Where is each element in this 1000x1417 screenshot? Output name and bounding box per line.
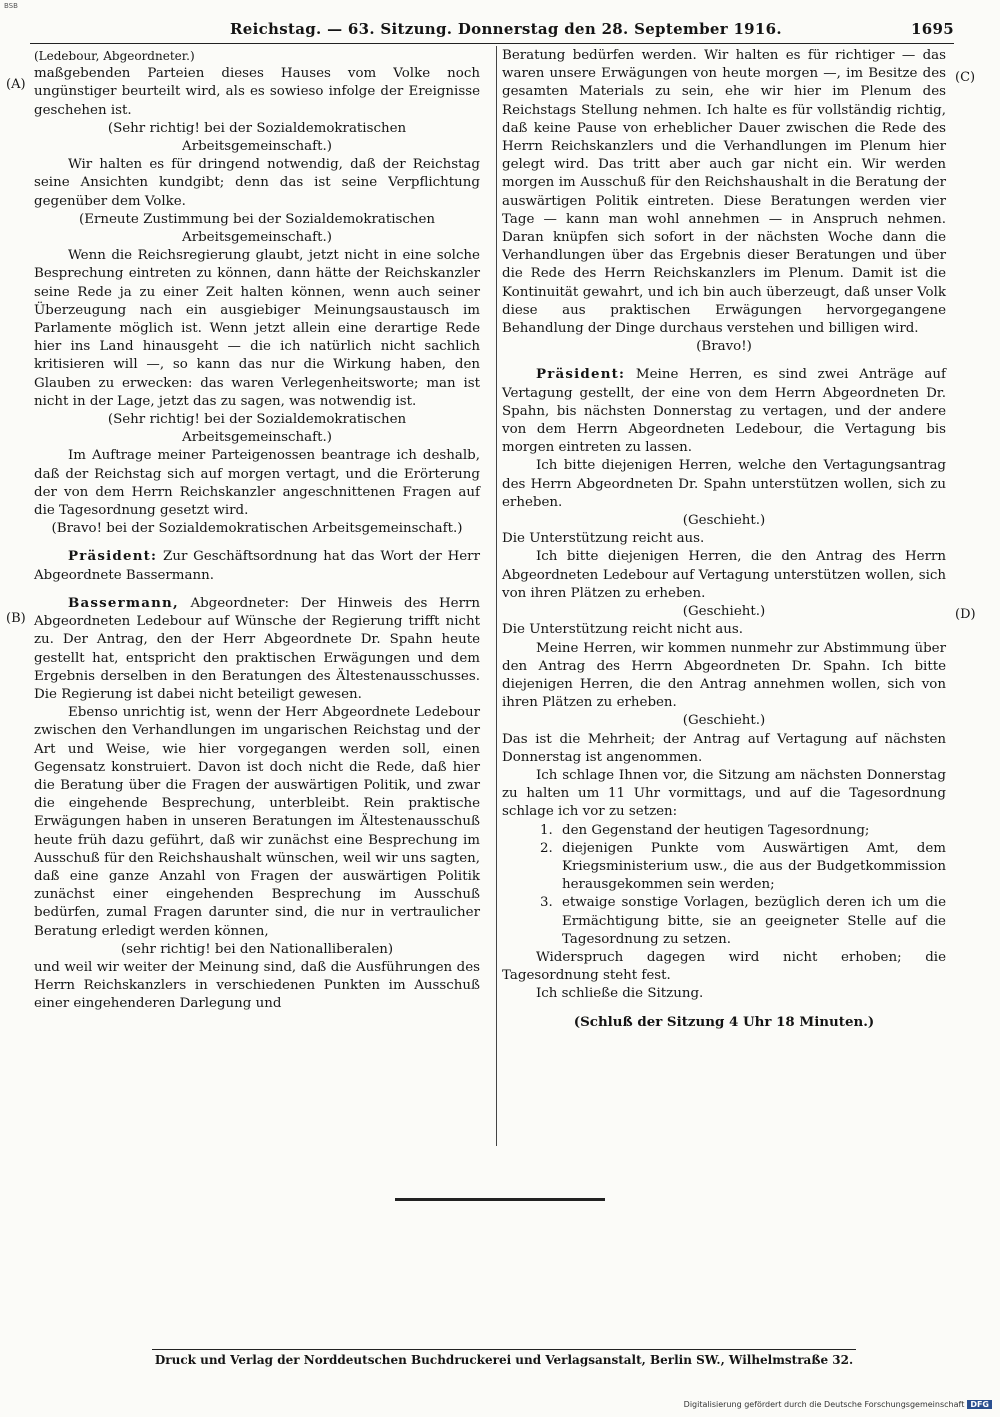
paragraph: Meine Herren, wir kommen nunmehr zur Abstimmung über den Antrag des Herrn Abgeordneten Dr. Spahn. Ich bitte diejenigen Herren, die den Antrag annehmen wollen, sich von ihren Plätzen zu erheben. xyxy=(502,640,946,711)
interjection: (Sehr richtig! bei der Sozialdemokratischen Arbeitsgemeinschaft.) xyxy=(107,412,407,446)
imprint: Druck und Verlag der Norddeutschen Buchdruckerei und Verlagsanstalt, Berlin SW., Wilhelmstraße 32. xyxy=(154,1353,854,1367)
interjection: (Erneute Zustimmung bei der Sozialdemokratischen Arbeitsgemeinschaft.) xyxy=(78,211,436,246)
interjection: (Sehr richtig! bei der Sozialdemokratischen Arbeitsgemeinschaft.) xyxy=(107,120,407,155)
right-column xyxy=(502,47,946,1031)
interjection: (Geschieht.) xyxy=(682,604,766,620)
paragraph: Widerspruch dagegen wird nicht erhoben; die Tagesordnung steht fest. xyxy=(502,949,946,984)
page-header xyxy=(30,20,954,42)
speaker-name: Präsident: xyxy=(536,366,626,383)
dfg-credit xyxy=(684,1400,992,1409)
agenda-item xyxy=(540,894,946,949)
margin-mark-c: (C) xyxy=(955,70,976,85)
paragraph: Wenn die Reichsregierung glaubt, jetzt nicht in eine solche Besprechung eintreten zu können, dann hätte der Reichskanzler seine Rede ja zu einer Zeit halten können, wenn auch seiner Überzeugung nach ein ausgiebiger Meinungsaustausch im Parlamente möglich ist. Wenn jetzt allein eine derartige Rede hier ins Land hinausgeht — die ich natürlich nicht sachlich kritisieren will —, so kann das nur die Wirkung haben, den Glauben zu erwecken: das waren Verlegenheitsworte; man ist nicht in der Lage, jetzt das zu sagen, was notwendig ist. xyxy=(34,248,480,409)
agenda-item-text: den Gegenstand der heutigen Tagesordnung; xyxy=(562,822,870,838)
paragraph: Ich bitte diejenigen Herren, die den Antrag des Herrn Abgeordneten Ledebour auf Vertagung unterstützen wollen, sich von ihren Plätzen zu erheben. xyxy=(502,549,946,601)
agenda-item-number: 1. xyxy=(540,822,553,838)
speech-text: Abgeordneter: Der Hinweis des Herrn Abgeordneten Ledebour auf Wünsche der Regierung trifft nicht zu. Der Antrag, den der Herr Abgeordnete Dr. Spahn heute gestellt hat, entspricht den praktischen Erwägungen und dem Ergebnis derselben in den Beratungen des Ältestenausschusses. Die Regierung ist dabei nicht beteiligt gewesen. xyxy=(34,595,480,702)
column-divider xyxy=(496,46,497,1146)
closing-note: (Schluß der Sitzung 4 Uhr 18 Minuten.) xyxy=(573,1013,875,1030)
paragraph: Ich bitte diejenigen Herren, welche den Vertagungsantrag des Herrn Abgeordneten Dr. Spahn unterstützen wollen, sich zu erheben. xyxy=(502,458,946,510)
interjection: (Geschieht.) xyxy=(682,713,766,729)
footer-rule xyxy=(152,1349,856,1350)
agenda-item-number: 2. xyxy=(540,840,553,856)
paragraph: und weil wir weiter der Meinung sind, daß die Ausführungen des Herrn Reichskanzlers in verschiedenen Punkten im Ausschuß einer eingehenderen Darlegung und xyxy=(34,959,480,1012)
paragraph: Beratung bedürfen werden. Wir halten es für richtiger — das waren unsere Erwägungen von heute morgen —, im Besitze des gesamten Materials zu sein, ehe wir hier im Plenum des Reichstags Stellung nehmen. Ich halte es für vollständig richtig, daß keine Pause von erheblicher Dauer zwischen die Rede des Herrn Reichskanzlers und die Verhandlungen im Plenum hier gelegt wird. Das tritt aber auch gar nicht ein. Wir werden morgen im Ausschuß für den Reichshaushalt in die Beratung der auswärtigen Politik eintreten. Diese Beratungen werden vier Tage — kann man wohl annehmen — in Anspruch nehmen. Daran knüpfen sich sofort in der nächsten Woche dann die Verhandlungen über das Ergebnis dieser Beratungen und über die Rede des Herrn Reichskanzlers im Plenum. Damit ist die Kontinuität gewahrt, und ich bin auch überzeugt, daß unser Volk diese aus praktischen Erwägungen hervorgegangene Behandlung der Dinge durchaus verstehen und billigen wird. xyxy=(502,48,946,337)
interjection: (Bravo! bei der Sozialdemokratischen Arbeitsgemeinschaft.) xyxy=(51,521,463,537)
end-rule xyxy=(395,1198,605,1201)
bsb-mark: BSB xyxy=(4,2,18,10)
agenda-item xyxy=(540,822,946,840)
speech-text: Zur Geschäftsordnung hat das Wort der Herr Abgeordnete Bassermann. xyxy=(34,549,480,583)
paragraph: maßgebenden Parteien dieses Hauses vom Volke noch ungünstiger beurteilt wird, als es sowieso infolge der Ereignisse geschehen ist. xyxy=(34,66,480,118)
page-number: 1695 xyxy=(911,20,954,38)
agenda-list xyxy=(502,822,946,949)
paragraph: Die Unterstützung reicht aus. xyxy=(502,531,705,547)
agenda-item-text: diejenigen Punkte vom Auswärtigen Amt, dem Kriegsministerium usw., die aus der Budgetkommission herausgekommen sein werden; xyxy=(562,840,946,893)
paragraph: Das ist die Mehrheit; der Antrag auf Vertagung auf nächsten Donnerstag ist angenommen. xyxy=(502,731,946,765)
paragraph: Ich schlage Ihnen vor, die Sitzung am nächsten Donnerstag zu halten um 11 Uhr vormittags, und auf die Tagesordnung schlage ich vor zu setzen: xyxy=(502,767,946,820)
agenda-item-number: 3. xyxy=(540,895,553,911)
speaker-name: Präsident: xyxy=(68,548,158,565)
paragraph: Im Auftrage meiner Parteigenossen beantrage ich deshalb, daß der Reichstag sich auf morgen vertagt, und die Erörterung der von dem Herrn Reichskanzler angeschnittenen Fragen auf die Tagesordnung gesetzt wird. xyxy=(34,448,480,519)
paragraph: Ich schließe die Sitzung. xyxy=(536,986,704,1002)
margin-mark-d: (D) xyxy=(955,607,976,622)
dfg-logo: DFG xyxy=(967,1400,992,1409)
speech-president xyxy=(34,547,480,584)
speech-bassermann xyxy=(34,594,480,704)
interjection: (sehr richtig! bei den Nationalliberalen) xyxy=(120,941,394,957)
margin-mark-b: (B) xyxy=(6,611,26,626)
paragraph: Ebenso unrichtig ist, wenn der Herr Abgeordnete Ledebour zwischen den Verhandlungen im ungarischen Reichstag und der Art und Weise, wie hier vorgegangen werden soll, einen Gegensatz konstruiert. Davon ist doch nicht die Rede, daß hier die Beratung über die Fragen der auswärtigen Politik, und zwar die eingehende Besprechung, unterbleibt. Rein praktische Erwägungen haben in unseren Beratungen im Ältestenausschuß heute früh dazu geführt, daß wir zunächst eine Besprechung im Ausschuß für den Reichshaushalt wünschen, weil wir uns sagten, daß eine ganze Anzahl von Fragen der auswärtigen Politik zunächst einer eingehenden Besprechung im Ausschuß bedürfen, zumal Fragen darunter sind, die nur in vertraulicher Beratung erledigt werden können, xyxy=(34,705,480,939)
speaker-name: Bassermann, xyxy=(68,594,179,611)
page-title: Reichstag. — 63. Sitzung. Donnerstag den 28. September 1916. xyxy=(230,20,782,38)
interjection: (Geschieht.) xyxy=(682,513,766,529)
agenda-item xyxy=(540,840,946,895)
dfg-note: Digitalisierung gefördert durch die Deutsche Forschungsgemeinschaft xyxy=(683,1400,965,1409)
agenda-item-text: etwaige sonstige Vorlagen, bezüglich deren ich um die Ermächtigung bitte, sie an geeigneter Stelle auf die Tagesordnung zu setzen. xyxy=(562,895,946,947)
speech-president xyxy=(502,365,946,457)
continuation-header: (Ledebour, Abgeordneter.) xyxy=(34,49,195,63)
paragraph: Die Unterstützung reicht nicht aus. xyxy=(502,622,743,638)
speech-text: Meine Herren, es sind zwei Anträge auf Vertagung gestellt, der eine von dem Herrn Abgeordneten Dr. Spahn, bis nächsten Donnerstag zu vertagen, und der andere von dem Herrn Abgeordneten Ledebour, die Vertagung bis morgen eintreten zu lassen. xyxy=(502,367,946,456)
header-rule xyxy=(30,43,954,44)
interjection: (Bravo!) xyxy=(696,339,752,355)
margin-mark-a: (A) xyxy=(6,77,26,92)
paragraph: Wir halten es für dringend notwendig, daß der Reichstag seine Ansichten kundgibt; denn das ist seine Verpflichtung gegenüber dem Volke. xyxy=(34,157,480,209)
left-column xyxy=(34,47,480,1014)
